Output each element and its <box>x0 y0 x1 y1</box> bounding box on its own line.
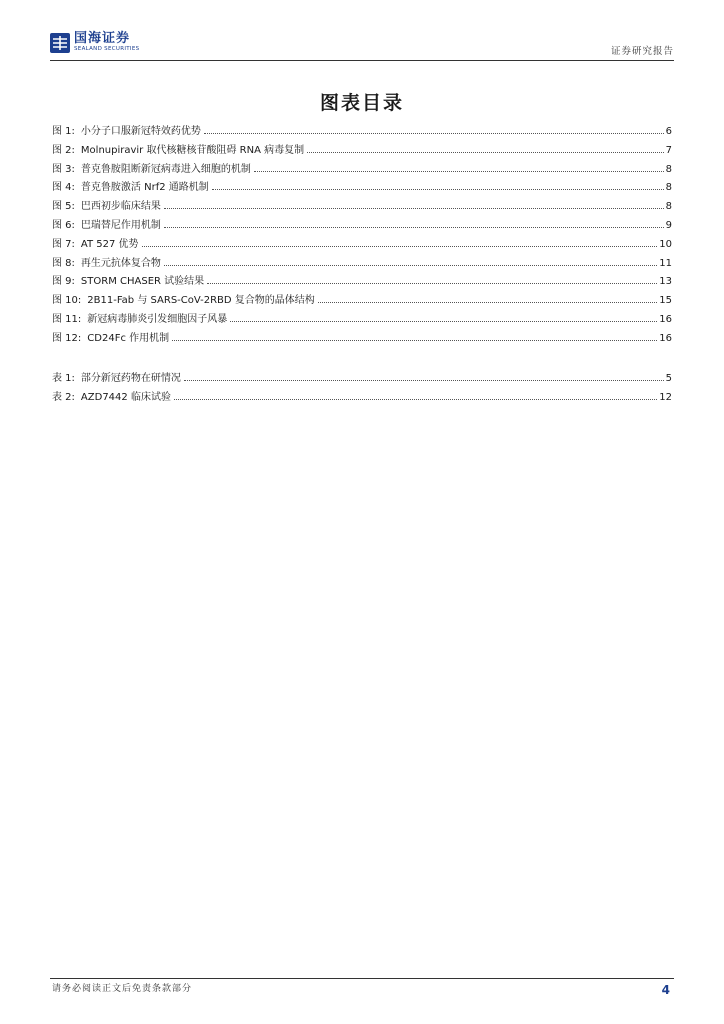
toc-entry[interactable] <box>52 388 672 407</box>
entry-title: AT 527 优势 <box>80 238 139 250</box>
entry-label: 图 9: <box>52 276 75 288</box>
entry-title: 巴瑞替尼作用机制 <box>80 219 161 231</box>
entry-page-number: 5 <box>665 373 672 384</box>
entry-leader-dots <box>207 283 657 284</box>
report-type-label: 证券研究报告 <box>610 46 674 57</box>
entry-page-number: 10 <box>659 238 672 250</box>
toc-entry[interactable] <box>52 254 672 273</box>
entry-label: 表 1: <box>52 373 75 384</box>
entry-page-number: 8 <box>665 163 672 175</box>
entry-page-number: 8 <box>665 182 672 194</box>
entry-title: 再生元抗体复合物 <box>80 257 161 269</box>
entry-title: 新冠病毒肺炎引发细胞因子风暴 <box>87 313 228 325</box>
entry-page-number: 16 <box>659 313 672 325</box>
toc-entry[interactable] <box>52 329 672 348</box>
entry-label: 图 5: <box>52 201 75 213</box>
table-list <box>52 369 672 407</box>
entry-title: Molnupiravir 取代核糖核苷酸阻碍 RNA 病毒复制 <box>80 144 305 156</box>
entry-leader-dots <box>164 208 664 209</box>
sealand-logo <box>50 32 139 53</box>
logo-chinese-name: 国海证券 <box>74 31 131 46</box>
toc-title: 图表目录 <box>319 92 404 114</box>
entry-page-number: 16 <box>659 332 672 344</box>
entry-title: CD24Fc 作用机制 <box>87 332 170 344</box>
footer-disclaimer: 请务必阅读正文后免责条款部分 <box>52 984 193 994</box>
entry-title: 2B11-Fab 与 SARS-CoV-2RBD 复合物的晶体结构 <box>87 295 315 307</box>
entry-label: 图 7: <box>52 238 75 250</box>
sealand-logo-icon <box>50 33 70 53</box>
entry-page-number: 11 <box>659 257 672 269</box>
entry-label: 图 3: <box>52 163 75 175</box>
entry-title: 巴西初步临床结果 <box>80 201 161 213</box>
entry-leader-dots <box>230 321 657 322</box>
entry-leader-dots <box>204 133 664 134</box>
entry-page-number: 7 <box>665 144 672 156</box>
entry-page-number: 15 <box>659 295 672 307</box>
entry-leader-dots <box>174 399 657 400</box>
toc-entry[interactable] <box>52 141 672 160</box>
entry-label: 图 12: <box>52 332 82 344</box>
entry-page-number: 6 <box>665 126 672 137</box>
entry-page-number: 13 <box>659 276 672 288</box>
entry-leader-dots <box>172 340 657 341</box>
entry-leader-dots <box>318 302 657 303</box>
entry-leader-dots <box>254 171 664 172</box>
figure-list <box>52 122 672 348</box>
page-number: 4 <box>661 983 670 997</box>
entry-label: 图 11: <box>52 313 82 325</box>
entry-leader-dots <box>142 246 658 247</box>
toc-entry[interactable] <box>52 272 672 291</box>
entry-label: 图 1: <box>52 126 75 137</box>
entry-page-number: 12 <box>659 391 672 403</box>
entry-title: 部分新冠药物在研情况 <box>80 373 181 384</box>
page-header <box>50 30 674 61</box>
entry-label: 图 6: <box>52 219 75 231</box>
entry-leader-dots <box>307 152 664 153</box>
entry-page-number: 9 <box>665 219 672 231</box>
entry-label: 图 4: <box>52 182 75 194</box>
toc-entry[interactable] <box>52 122 672 141</box>
logo-english-name: SEALAND SECURITIES <box>74 46 140 52</box>
toc-entry[interactable] <box>52 178 672 197</box>
toc-entry[interactable] <box>52 216 672 235</box>
entry-label: 表 2: <box>52 391 75 403</box>
toc-entry[interactable] <box>52 160 672 179</box>
toc-entry[interactable] <box>52 291 672 310</box>
entry-title: 普克鲁胺阻断新冠病毒进入细胞的机制 <box>80 163 251 175</box>
entry-title: 小分子口服新冠特效药优势 <box>80 126 201 137</box>
entry-leader-dots <box>212 189 664 190</box>
entry-leader-dots <box>184 380 664 381</box>
entry-title: 普克鲁胺激活 Nrf2 通路机制 <box>80 182 209 194</box>
toc-entry[interactable] <box>52 197 672 216</box>
toc-entry[interactable] <box>52 310 672 329</box>
entry-label: 图 8: <box>52 257 75 269</box>
entry-leader-dots <box>164 227 664 228</box>
entry-label: 图 10: <box>52 295 82 307</box>
footer-divider <box>50 978 674 979</box>
entry-label: 图 2: <box>52 144 75 156</box>
toc-entry[interactable] <box>52 369 672 388</box>
entry-title: STORM CHASER 试验结果 <box>80 276 205 288</box>
toc-entry[interactable] <box>52 235 672 254</box>
entry-page-number: 8 <box>665 201 672 213</box>
entry-leader-dots <box>164 265 657 266</box>
entry-title: AZD7442 临床试验 <box>80 391 171 403</box>
